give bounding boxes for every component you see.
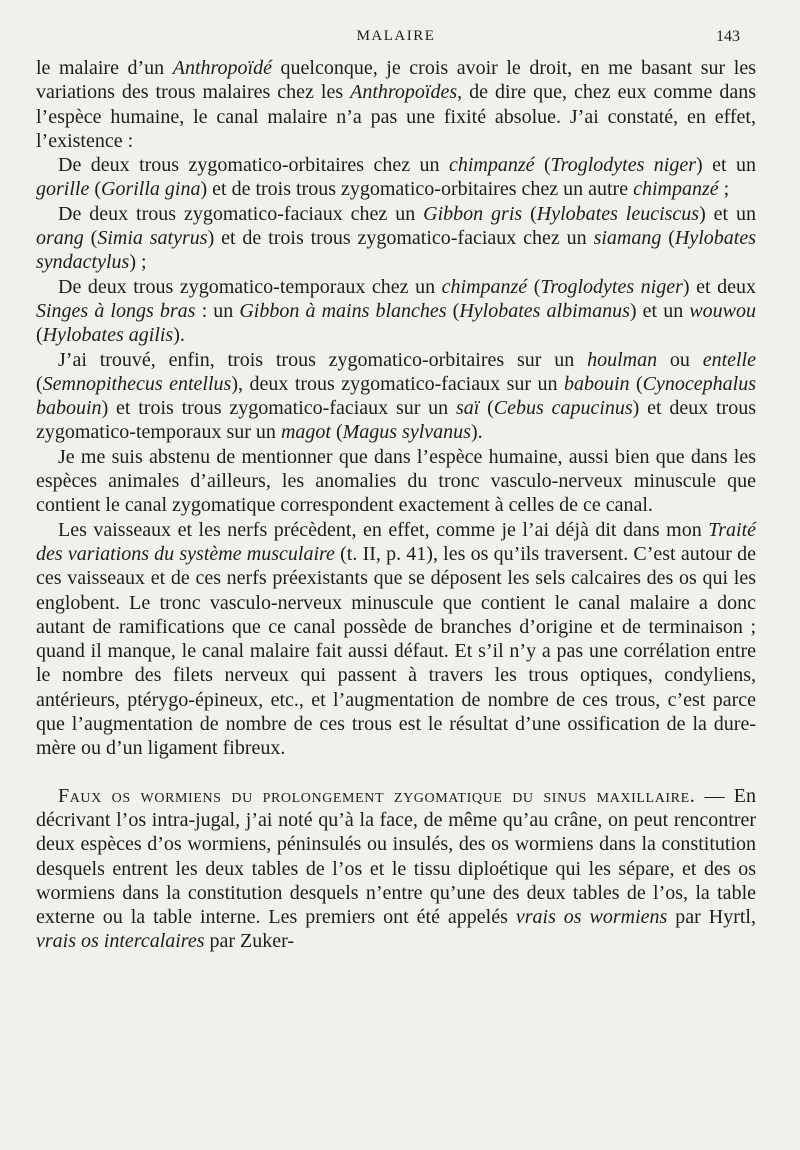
text-run: ) et deux <box>682 275 756 298</box>
text-run: ). <box>173 324 185 347</box>
text-run: , de dire que, chez eux comme dans l’espèce humaine, le canal malaire n’a pas une fixité absolue. J’ai constaté, en effet, l’existence : <box>36 81 756 152</box>
italic-term: chimpanzé <box>441 275 528 298</box>
italic-term: vrais os intercalaires <box>36 930 205 953</box>
paragraph <box>36 518 756 761</box>
running-title: MALAIRE <box>356 28 436 44</box>
italic-term: Magus sylvanus <box>342 421 471 444</box>
paragraph <box>36 56 756 153</box>
section-heading: Faux os wormiens du prolongement zygomatique du sinus maxillaire. <box>58 784 696 807</box>
italic-term: saï <box>455 397 480 420</box>
text-run: ) et un <box>699 202 757 225</box>
italic-term: Hylobates albimanus <box>459 299 630 322</box>
italic-term: Gorilla gina <box>101 178 201 201</box>
text-run: ) et un <box>696 154 756 177</box>
italic-term: Simia satyrus <box>97 227 208 250</box>
italic-term: siamang <box>593 227 662 250</box>
text-run: De deux trous zygomatico-orbitaires chez un <box>58 154 449 177</box>
section-paragraph <box>36 784 756 954</box>
text-run: ( <box>36 372 43 395</box>
paragraph <box>36 153 756 202</box>
text-run: ( <box>522 202 537 225</box>
text-run: De deux trous zygomatico-faciaux chez un <box>58 202 424 225</box>
italic-term: Traité des variations du système musculaire <box>36 518 756 565</box>
text-run: ) et de trois trous zygomatico-orbitaires chez un autre <box>200 178 634 201</box>
book-page <box>36 22 756 954</box>
text-run: ( <box>83 227 98 250</box>
text-run: Je me suis abstenu de mentionner que dans l’espèce humaine, aussi bien que dans les espèces animales d’ailleurs, les anomalies du tronc vasculo-nerveux minuscule que contient le canal zygomatique correspondent exactement à celles de ce canal. <box>36 445 756 517</box>
italic-term: entelle <box>702 348 756 371</box>
text-run: ( <box>534 154 551 177</box>
text-run: ( <box>629 372 643 395</box>
italic-term: chimpanzé <box>633 178 719 201</box>
italic-term: babouin <box>563 372 630 395</box>
text-run: ) et deux trous zygomatico-temporaux sur un <box>36 397 757 444</box>
paragraph <box>36 348 756 445</box>
text-run: par Zuker- <box>204 930 295 953</box>
italic-term: vrais os wormiens <box>515 906 668 929</box>
running-head <box>36 22 756 52</box>
text-run: ( <box>446 299 460 322</box>
italic-term: Cynocephalus babouin <box>36 372 756 420</box>
text-run: ) ; <box>129 251 147 274</box>
italic-term: houlman <box>587 348 658 371</box>
text-run: ou <box>657 348 703 371</box>
italic-term: Anthropoïdé <box>172 57 272 79</box>
italic-term: Cebus capucinus <box>493 397 633 420</box>
text-run: le malaire d’un <box>36 57 173 79</box>
paragraph <box>36 445 756 518</box>
text-run: (t. II, p. 41), les os qu’ils traversent. C’est autour de ces vaisseaux et de ces nerfs préexistants que se déposent les sels calcaires des os qui les englobent. Le tronc vasculo-nerveux minuscule que contient le canal malaire a donc autant de ramifications que ce canal possède de branches d’origine et de terminaison ; quand il manque, le canal malaire fait aussi défaut. Et s’il n’y a pas une corrélation entre le nombre des filets nerveux qui passent à travers les trous optiques, condyliens, antérieurs, ptérygo-épineux, etc., et l’augmentation de nombre de ces trous, c’est parce que l’augmentation de nombre de ces trous est le résultat d’une ossification de la dure-mère ou d’un ligament fibreux. <box>36 542 756 760</box>
text-run: ( <box>330 421 343 444</box>
italic-term: wouwou <box>689 299 756 322</box>
italic-term: orang <box>36 227 84 250</box>
italic-term: magot <box>280 421 331 444</box>
text-run: ) et trois trous zygomatico-faciaux sur un <box>101 397 456 420</box>
text-run: ) et de trois trous zygomatico-faciaux chez un <box>207 227 594 250</box>
text-run: ), deux trous zygomatico-faciaux sur un <box>231 372 564 395</box>
text-run: ). <box>470 421 483 444</box>
italic-term: Troglodytes niger <box>550 154 697 177</box>
italic-term: Troglodytes niger <box>540 275 683 298</box>
page-body <box>36 56 756 954</box>
section-text <box>36 785 756 953</box>
text-run: — En décrivant l’os intra-jugal, j’ai noté qu’à la face, de même qu’au crâne, on peut rencontrer deux espèces d’os wormiens, péninsulés ou insulés, des os wormiens dans la constitution desquels entrent les deux tables de l’os et le tissu diploétique qui les sépare, et des os wormiens dans la constitution desquels n’entre qu’une des deux tables de l’os, la table externe ou la table interne. Les premiers ont été appelés <box>36 784 756 929</box>
italic-term: Gibbon gris <box>423 202 523 225</box>
text-run: ; <box>718 178 730 201</box>
italic-term: Hylobates agilis <box>42 324 174 347</box>
text-run: ) et un <box>629 299 690 322</box>
text-run: ( <box>527 275 541 298</box>
text-run: par Hyrtl, <box>667 906 756 929</box>
section <box>36 784 756 954</box>
italic-term: Hylobates leuciscus <box>536 202 700 225</box>
italic-term: Semnopithecus entellus <box>42 372 232 395</box>
italic-term: gorille <box>36 178 90 201</box>
text-run: Les vaisseaux et les nerfs précèdent, en effet, comme je l’ai déjà dit dans mon <box>58 518 709 541</box>
paragraph <box>36 202 756 275</box>
page-number: 143 <box>716 28 740 45</box>
text-run: De deux trous zygomatico-temporaux chez un <box>58 275 442 298</box>
italic-term: Anthropoïdes <box>350 81 458 104</box>
text-run: quelconque, je crois avoir le droit, en me basant sur les variations des trous malaires chez les <box>36 57 756 104</box>
text-run: J’ai trouvé, enfin, trois trous zygomatico-orbitaires sur un <box>58 348 588 371</box>
italic-term: chimpanzé <box>448 154 535 177</box>
italic-term: Singes à longs bras <box>36 299 196 322</box>
paragraph <box>36 275 756 348</box>
text-run: ( <box>661 227 675 250</box>
text-run: ( <box>479 397 494 420</box>
text-run: : un <box>195 299 240 322</box>
italic-term: Hylobates syndactylus <box>36 227 756 274</box>
text-run: ( <box>36 324 43 347</box>
text-run: ( <box>89 178 102 201</box>
italic-term: Gibbon à mains blanches <box>239 299 447 322</box>
